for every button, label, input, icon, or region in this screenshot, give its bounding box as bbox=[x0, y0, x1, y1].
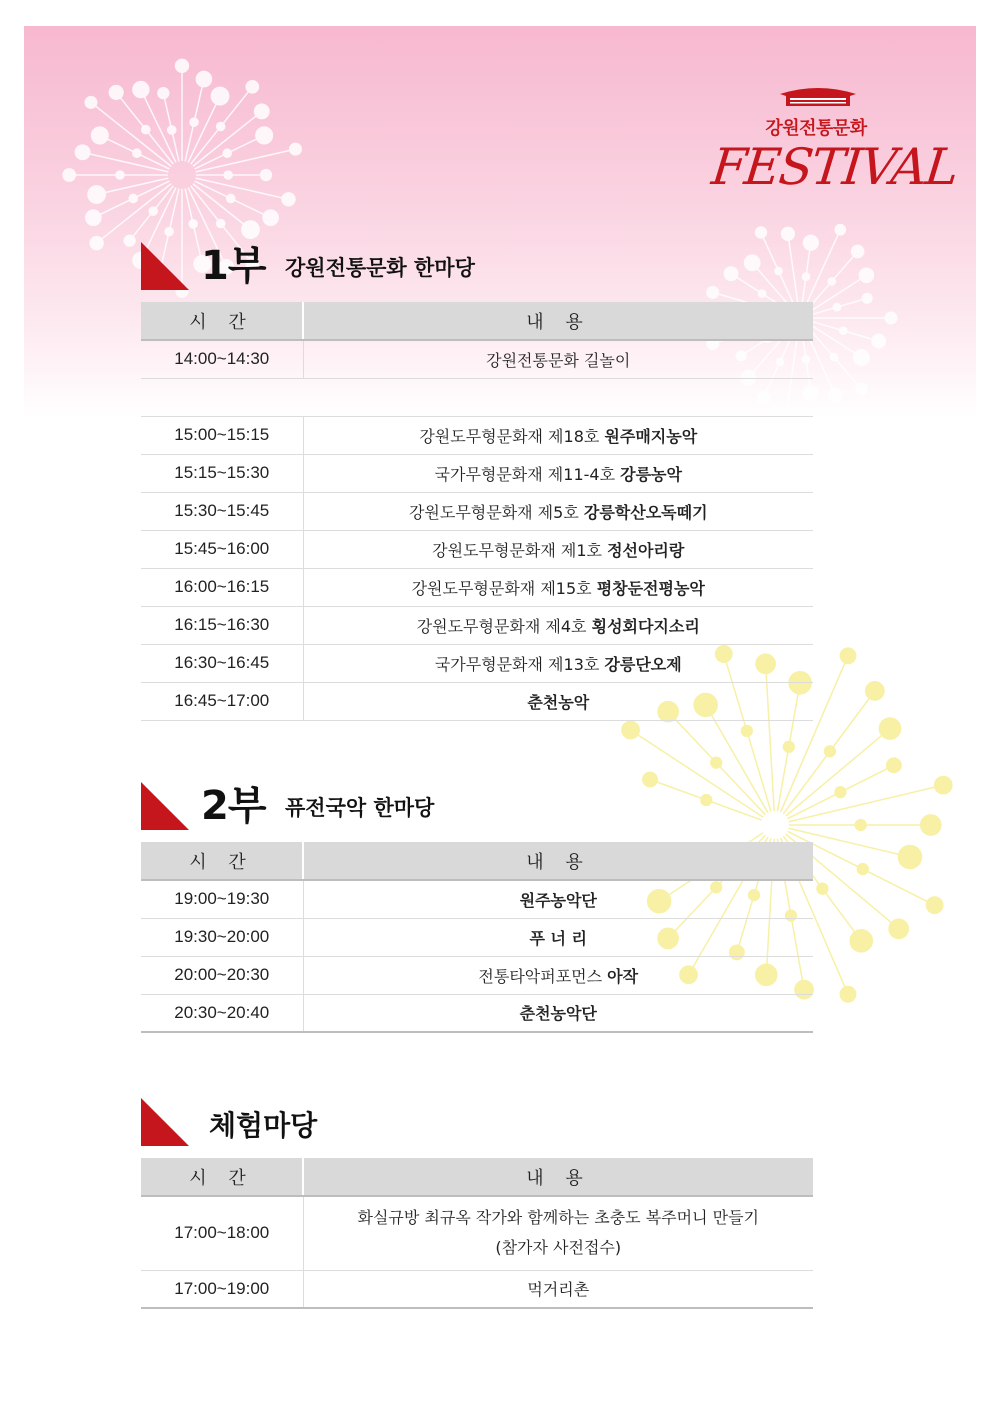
firework-dot bbox=[282, 193, 295, 206]
firework-dot bbox=[165, 228, 173, 236]
firework-ray bbox=[193, 111, 262, 166]
firework-dot bbox=[835, 787, 846, 798]
firework-dot bbox=[90, 237, 103, 250]
firework-dot bbox=[829, 389, 842, 402]
firework-dot bbox=[142, 126, 150, 134]
firework-dot bbox=[255, 104, 269, 118]
firework-dot bbox=[926, 897, 942, 913]
row-time bbox=[141, 378, 303, 416]
row-time: 15:15~15:30 bbox=[141, 454, 303, 492]
table-row bbox=[141, 682, 813, 720]
firework-dot bbox=[859, 268, 873, 282]
row-content: 강원전통문화 길놀이 bbox=[303, 340, 813, 378]
row-content: 국가무형문화재 제11-4호 강릉농악 bbox=[303, 454, 813, 492]
row-time: 15:00~15:15 bbox=[141, 416, 303, 454]
hanok-roof-icon bbox=[778, 80, 858, 110]
section-title bbox=[141, 242, 813, 298]
firework-dot bbox=[856, 384, 867, 395]
firework-dot bbox=[840, 987, 855, 1002]
row-time: 16:30~16:45 bbox=[141, 644, 303, 682]
col-header-content: 내 용 bbox=[303, 842, 813, 880]
row-content-line2: (참가자 사전접수) bbox=[495, 1238, 622, 1258]
firework-dot bbox=[741, 725, 752, 736]
firework-dot bbox=[782, 227, 795, 240]
section-number: 2부 bbox=[201, 783, 266, 829]
table-row bbox=[141, 956, 813, 994]
firework-dot bbox=[852, 245, 864, 257]
firework-dot bbox=[835, 225, 845, 235]
firework-dot bbox=[256, 127, 273, 144]
logo-subtitle: 강원전통문화 bbox=[765, 118, 867, 139]
schedule-table-3 bbox=[141, 1158, 813, 1309]
firework-dot bbox=[840, 648, 855, 663]
table-row bbox=[141, 1270, 813, 1308]
table-row bbox=[141, 568, 813, 606]
row-time: 17:00~18:00 bbox=[141, 1196, 303, 1270]
firework-dot bbox=[133, 149, 141, 157]
firework-dot bbox=[825, 746, 836, 757]
table-row bbox=[141, 880, 813, 918]
table-row bbox=[141, 606, 813, 644]
firework-dot bbox=[86, 210, 101, 225]
table-row bbox=[141, 492, 813, 530]
firework-dot bbox=[783, 741, 794, 752]
section-number: 1부 bbox=[201, 243, 266, 289]
row-content: 강원도무형문화재 제5호 강릉학산오독떼기 bbox=[303, 492, 813, 530]
row-content: 국가무형문화재 제13호 강릉단오제 bbox=[303, 644, 813, 682]
firework-dot bbox=[862, 293, 872, 303]
schedule-table-1 bbox=[141, 302, 813, 721]
firework-dot bbox=[622, 721, 639, 738]
firework-dot bbox=[85, 97, 97, 109]
firework-dot bbox=[211, 87, 228, 104]
section-name: 퓨전국악 한마당 bbox=[285, 796, 435, 820]
firework-dot bbox=[168, 126, 176, 134]
firework-dot bbox=[196, 72, 211, 87]
section-name: 체험마당 bbox=[209, 1109, 318, 1142]
section-title bbox=[141, 782, 813, 838]
row-time: 15:30~15:45 bbox=[141, 492, 303, 530]
table-row bbox=[141, 416, 813, 454]
firework-dot bbox=[879, 718, 900, 739]
row-time: 20:30~20:40 bbox=[141, 994, 303, 1032]
firework-dot bbox=[866, 682, 884, 700]
firework-dot bbox=[898, 845, 921, 868]
firework-dot bbox=[63, 169, 75, 181]
row-content: 강원도무형문화재 제18호 원주매지농악 bbox=[303, 416, 813, 454]
firework-dot bbox=[887, 758, 901, 772]
row-content: 춘천농악 bbox=[303, 682, 813, 720]
firework-dot bbox=[828, 278, 835, 285]
section-title bbox=[141, 1098, 813, 1154]
festival-logo bbox=[706, 80, 960, 210]
firework-dot bbox=[833, 304, 840, 311]
firework-dot bbox=[872, 334, 885, 347]
firework-dot bbox=[921, 815, 941, 835]
firework-dot bbox=[756, 227, 767, 238]
table-row bbox=[141, 454, 813, 492]
red-triangle-icon bbox=[141, 782, 189, 830]
firework-dot bbox=[75, 145, 89, 159]
firework-dot bbox=[263, 210, 278, 225]
table-row bbox=[141, 340, 813, 378]
firework-dot bbox=[92, 127, 109, 144]
firework-dot bbox=[290, 143, 302, 155]
firework-dot bbox=[129, 194, 137, 202]
section-name: 강원전통문화 한마당 bbox=[285, 256, 475, 280]
row-content: 푸 너 리 bbox=[303, 918, 813, 956]
logo-title: FESTIVAL bbox=[708, 138, 960, 196]
row-content: 강원도무형문화재 제4호 횡성회다지소리 bbox=[303, 606, 813, 644]
row-content: 춘천농악단 bbox=[303, 994, 813, 1032]
row-time: 16:15~16:30 bbox=[141, 606, 303, 644]
table-row bbox=[141, 994, 813, 1032]
firework-dot bbox=[817, 883, 828, 894]
firework-dot bbox=[246, 81, 258, 93]
row-time: 16:00~16:15 bbox=[141, 568, 303, 606]
firework-dot bbox=[261, 170, 272, 181]
col-header-time: 시 간 bbox=[141, 842, 303, 880]
firework-dot bbox=[840, 327, 847, 334]
col-header-time: 시 간 bbox=[141, 302, 303, 340]
firework-dot bbox=[227, 194, 235, 202]
firework-dot bbox=[857, 864, 868, 875]
table-row bbox=[141, 530, 813, 568]
table-row-empty bbox=[141, 378, 813, 416]
row-content: 강원도무형문화재 제15호 평창둔전평농악 bbox=[303, 568, 813, 606]
row-time: 20:00~20:30 bbox=[141, 956, 303, 994]
firework-dot bbox=[190, 118, 198, 126]
table-row bbox=[141, 1196, 813, 1270]
row-time: 14:00~14:30 bbox=[141, 340, 303, 378]
row-time: 15:45~16:00 bbox=[141, 530, 303, 568]
firework-dot bbox=[854, 350, 869, 365]
row-content: 전통타악퍼포먼스 아작 bbox=[303, 956, 813, 994]
red-triangle-icon bbox=[141, 242, 189, 290]
firework-dot bbox=[124, 235, 135, 246]
row-content: 강원도무형문화재 제1호 정선아리랑 bbox=[303, 530, 813, 568]
firework-dot bbox=[116, 171, 124, 179]
firework-dot bbox=[189, 220, 197, 228]
firework-dot bbox=[223, 149, 231, 157]
firework-dot bbox=[149, 207, 157, 215]
firework-dot bbox=[224, 171, 232, 179]
schedule-table-2 bbox=[141, 842, 813, 1033]
table-row bbox=[141, 918, 813, 956]
col-header-time: 시 간 bbox=[141, 1158, 303, 1196]
row-content: 먹거리촌 bbox=[303, 1270, 813, 1308]
table-row bbox=[141, 644, 813, 682]
firework-dot bbox=[109, 86, 123, 100]
firework-dot bbox=[176, 59, 189, 72]
col-header-content: 내 용 bbox=[303, 1158, 813, 1196]
col-header-content: 내 용 bbox=[303, 302, 813, 340]
firework-dot bbox=[850, 930, 872, 952]
firework-dot bbox=[133, 82, 149, 98]
firework-dot bbox=[217, 219, 225, 227]
red-triangle-icon bbox=[141, 1098, 189, 1146]
firework-dot bbox=[217, 122, 225, 130]
firework-dot bbox=[711, 757, 722, 768]
firework-dot bbox=[855, 820, 866, 831]
row-time: 19:00~19:30 bbox=[141, 880, 303, 918]
firework-dot bbox=[88, 186, 105, 203]
row-content bbox=[303, 378, 813, 416]
row-content bbox=[303, 1196, 813, 1270]
firework-dot bbox=[885, 312, 897, 324]
row-content-line1: 화실규방 최규옥 작가와 함께하는 초충도 복주머니 만들기 bbox=[357, 1208, 759, 1228]
firework-dot bbox=[935, 776, 952, 793]
row-time: 17:00~19:00 bbox=[141, 1270, 303, 1308]
firework-dot bbox=[830, 353, 837, 360]
row-content: 원주농악단 bbox=[303, 880, 813, 918]
row-time: 19:30~20:00 bbox=[141, 918, 303, 956]
firework-dot bbox=[158, 88, 169, 99]
firework-dot bbox=[889, 919, 908, 938]
row-time: 16:45~17:00 bbox=[141, 682, 303, 720]
